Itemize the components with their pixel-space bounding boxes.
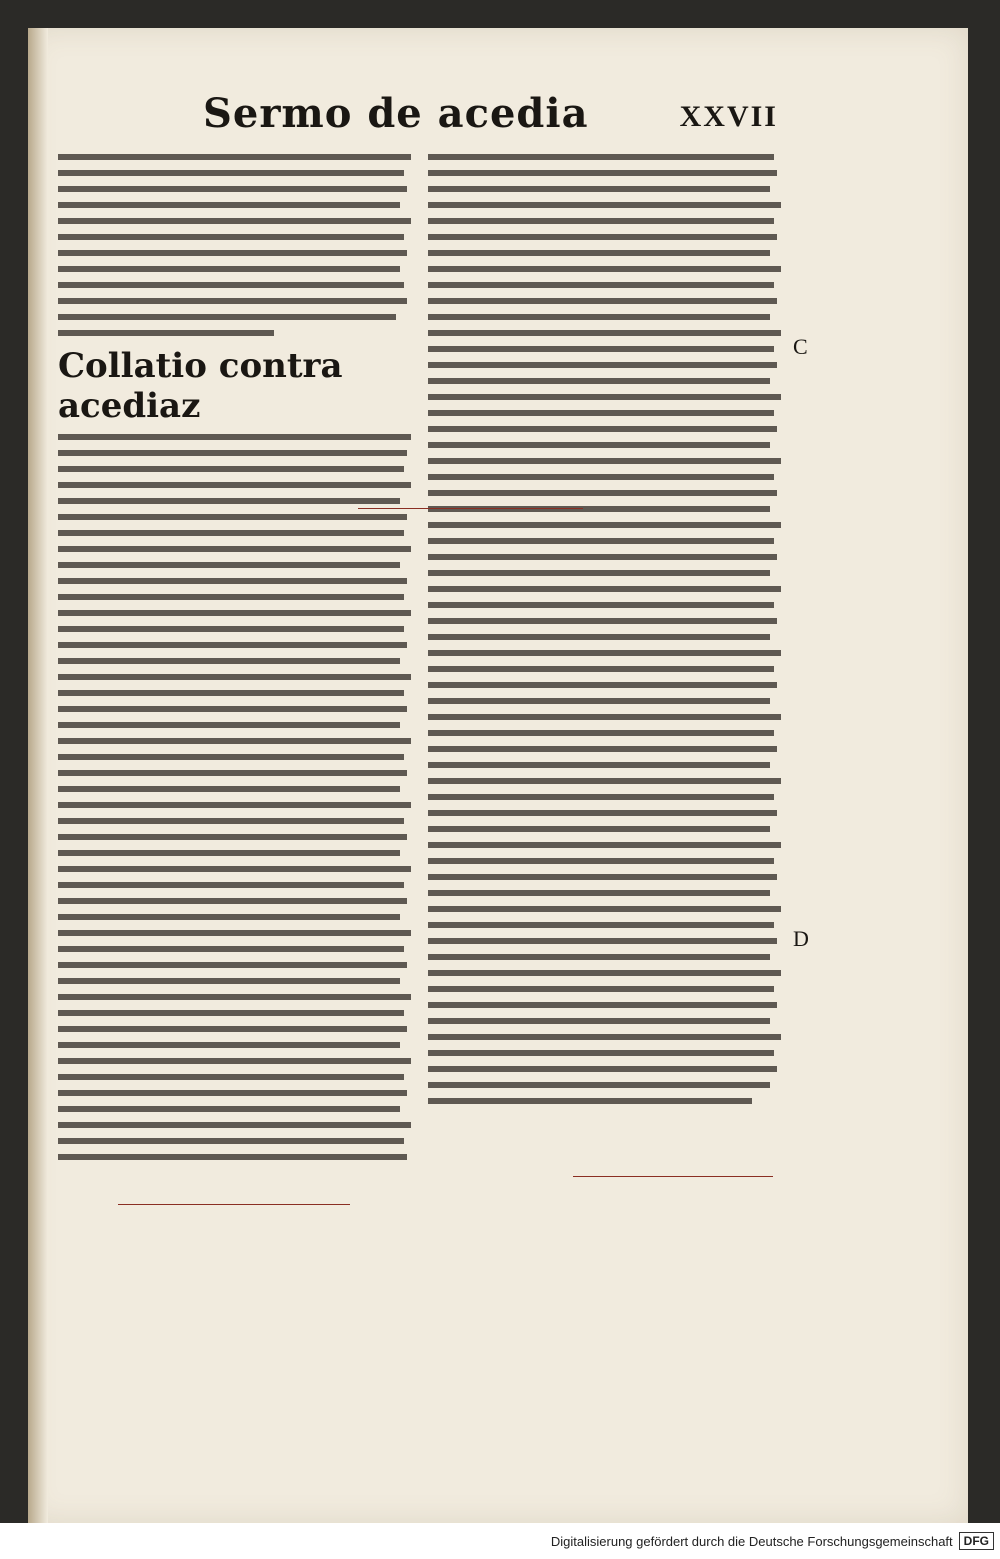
- text-line: [58, 330, 274, 336]
- text-line: [58, 218, 411, 224]
- section-title: Collatio contra acediaz: [58, 346, 343, 426]
- text-line: [58, 434, 411, 440]
- text-line: [428, 314, 770, 320]
- text-line: [428, 330, 781, 336]
- text-line: [58, 914, 400, 920]
- footer-bar: [0, 1523, 1000, 1559]
- text-line: [58, 610, 411, 616]
- text-line: [428, 282, 774, 288]
- text-line: [428, 1034, 781, 1040]
- text-line: [428, 602, 774, 608]
- text-line: [428, 250, 770, 256]
- text-line: [428, 906, 781, 912]
- text-line: [58, 818, 404, 824]
- text-line: [58, 1074, 404, 1080]
- text-line: [428, 874, 777, 880]
- text-line: [428, 746, 777, 752]
- text-line: [58, 850, 400, 856]
- text-line: [58, 1122, 411, 1128]
- text-line: [58, 450, 407, 456]
- underline-mark: [118, 1204, 350, 1205]
- book-page: [28, 28, 968, 1523]
- text-line: [428, 218, 774, 224]
- text-line: [58, 786, 400, 792]
- text-line: [58, 658, 400, 664]
- text-line: [58, 962, 407, 968]
- text-line: [428, 938, 777, 944]
- text-line: [428, 506, 770, 512]
- text-line: [58, 690, 404, 696]
- text-line: [428, 426, 777, 432]
- text-line: [428, 714, 781, 720]
- text-line: [428, 666, 774, 672]
- text-line: [428, 794, 774, 800]
- text-line: [428, 570, 770, 576]
- text-line: [428, 634, 770, 640]
- text-line: [58, 706, 407, 712]
- text-line: [428, 762, 770, 768]
- text-line: [428, 698, 770, 704]
- text-line: [428, 618, 777, 624]
- text-line: [58, 154, 411, 160]
- text-line: [428, 490, 777, 496]
- text-line: [58, 722, 400, 728]
- text-line: [428, 1066, 777, 1072]
- text-line: [58, 1106, 400, 1112]
- margin-note-d: D: [793, 926, 809, 951]
- text-line: [428, 970, 781, 976]
- text-line: [58, 1154, 407, 1160]
- text-line: [428, 474, 774, 480]
- dfg-logo: DFG: [959, 1532, 994, 1550]
- text-line: [428, 730, 774, 736]
- text-line: [58, 626, 404, 632]
- text-line: [58, 1042, 400, 1048]
- running-title: Sermo de acedia: [203, 90, 589, 137]
- text-line: [428, 266, 781, 272]
- text-line: [58, 578, 407, 584]
- text-line: [58, 978, 400, 984]
- text-line: [58, 834, 407, 840]
- text-line: [58, 202, 400, 208]
- text-line: [58, 674, 411, 680]
- text-line: [428, 890, 770, 896]
- footer-credit: Digitalisierung gefördert durch die Deutsche Forschungsgemeinschaft: [550, 1533, 953, 1549]
- text-line: [428, 538, 774, 544]
- text-line: [58, 530, 404, 536]
- text-line: [428, 554, 777, 560]
- text-line: [58, 514, 407, 520]
- text-line: [58, 802, 411, 808]
- text-line: [428, 1002, 777, 1008]
- text-line: [58, 866, 411, 872]
- folio-number: XXVII: [679, 100, 778, 133]
- text-line: [428, 234, 777, 240]
- text-line: [58, 234, 404, 240]
- text-line: [58, 1058, 411, 1064]
- text-line: [428, 378, 770, 384]
- text-line: [428, 522, 781, 528]
- text-line: [58, 186, 407, 192]
- text-line: [58, 562, 400, 568]
- text-line: [428, 986, 774, 992]
- text-line: [428, 810, 777, 816]
- text-line: [58, 1010, 404, 1016]
- text-line: [58, 466, 404, 472]
- margin-note-c: C: [793, 334, 808, 359]
- text-line: [58, 770, 407, 776]
- text-line: [58, 314, 396, 320]
- text-line: [58, 738, 411, 744]
- text-line: [428, 842, 781, 848]
- text-line: [58, 546, 411, 552]
- text-line: [58, 898, 407, 904]
- text-line: [428, 586, 781, 592]
- text-line: [58, 642, 407, 648]
- text-line: [58, 282, 404, 288]
- text-line: [428, 954, 770, 960]
- text-line: [428, 922, 774, 928]
- text-line: [428, 1018, 770, 1024]
- text-line: [428, 1050, 774, 1056]
- text-line: [428, 1098, 752, 1104]
- text-line: [58, 1090, 407, 1096]
- text-line: [58, 754, 404, 760]
- text-line: [428, 650, 781, 656]
- text-line: [58, 1026, 407, 1032]
- text-line: [58, 298, 407, 304]
- text-line: [58, 482, 411, 488]
- text-line: [428, 394, 781, 400]
- text-line: [58, 882, 404, 888]
- text-line: [428, 458, 781, 464]
- text-line: [428, 154, 774, 160]
- text-line: [58, 594, 404, 600]
- text-line: [428, 170, 777, 176]
- underline-mark: [573, 1176, 773, 1177]
- text-line: [428, 410, 774, 416]
- underline-mark: [358, 508, 583, 509]
- text-line: [428, 826, 770, 832]
- text-line: [58, 250, 407, 256]
- text-line: [428, 1082, 770, 1088]
- left-column: [58, 146, 418, 1170]
- text-line: [428, 298, 777, 304]
- right-column: [428, 146, 788, 1114]
- text-line: [428, 778, 781, 784]
- text-line: [428, 442, 770, 448]
- text-line: [428, 202, 781, 208]
- text-line: [58, 498, 400, 504]
- text-line: [58, 266, 400, 272]
- text-line: [58, 946, 404, 952]
- text-line: [428, 858, 774, 864]
- text-line: [428, 186, 770, 192]
- text-line: [58, 1138, 404, 1144]
- text-line: [428, 682, 777, 688]
- text-line: [58, 170, 404, 176]
- page-edge: [28, 28, 48, 1523]
- text-line: [428, 346, 774, 352]
- text-line: [428, 362, 777, 368]
- text-line: [58, 930, 411, 936]
- text-line: [58, 994, 411, 1000]
